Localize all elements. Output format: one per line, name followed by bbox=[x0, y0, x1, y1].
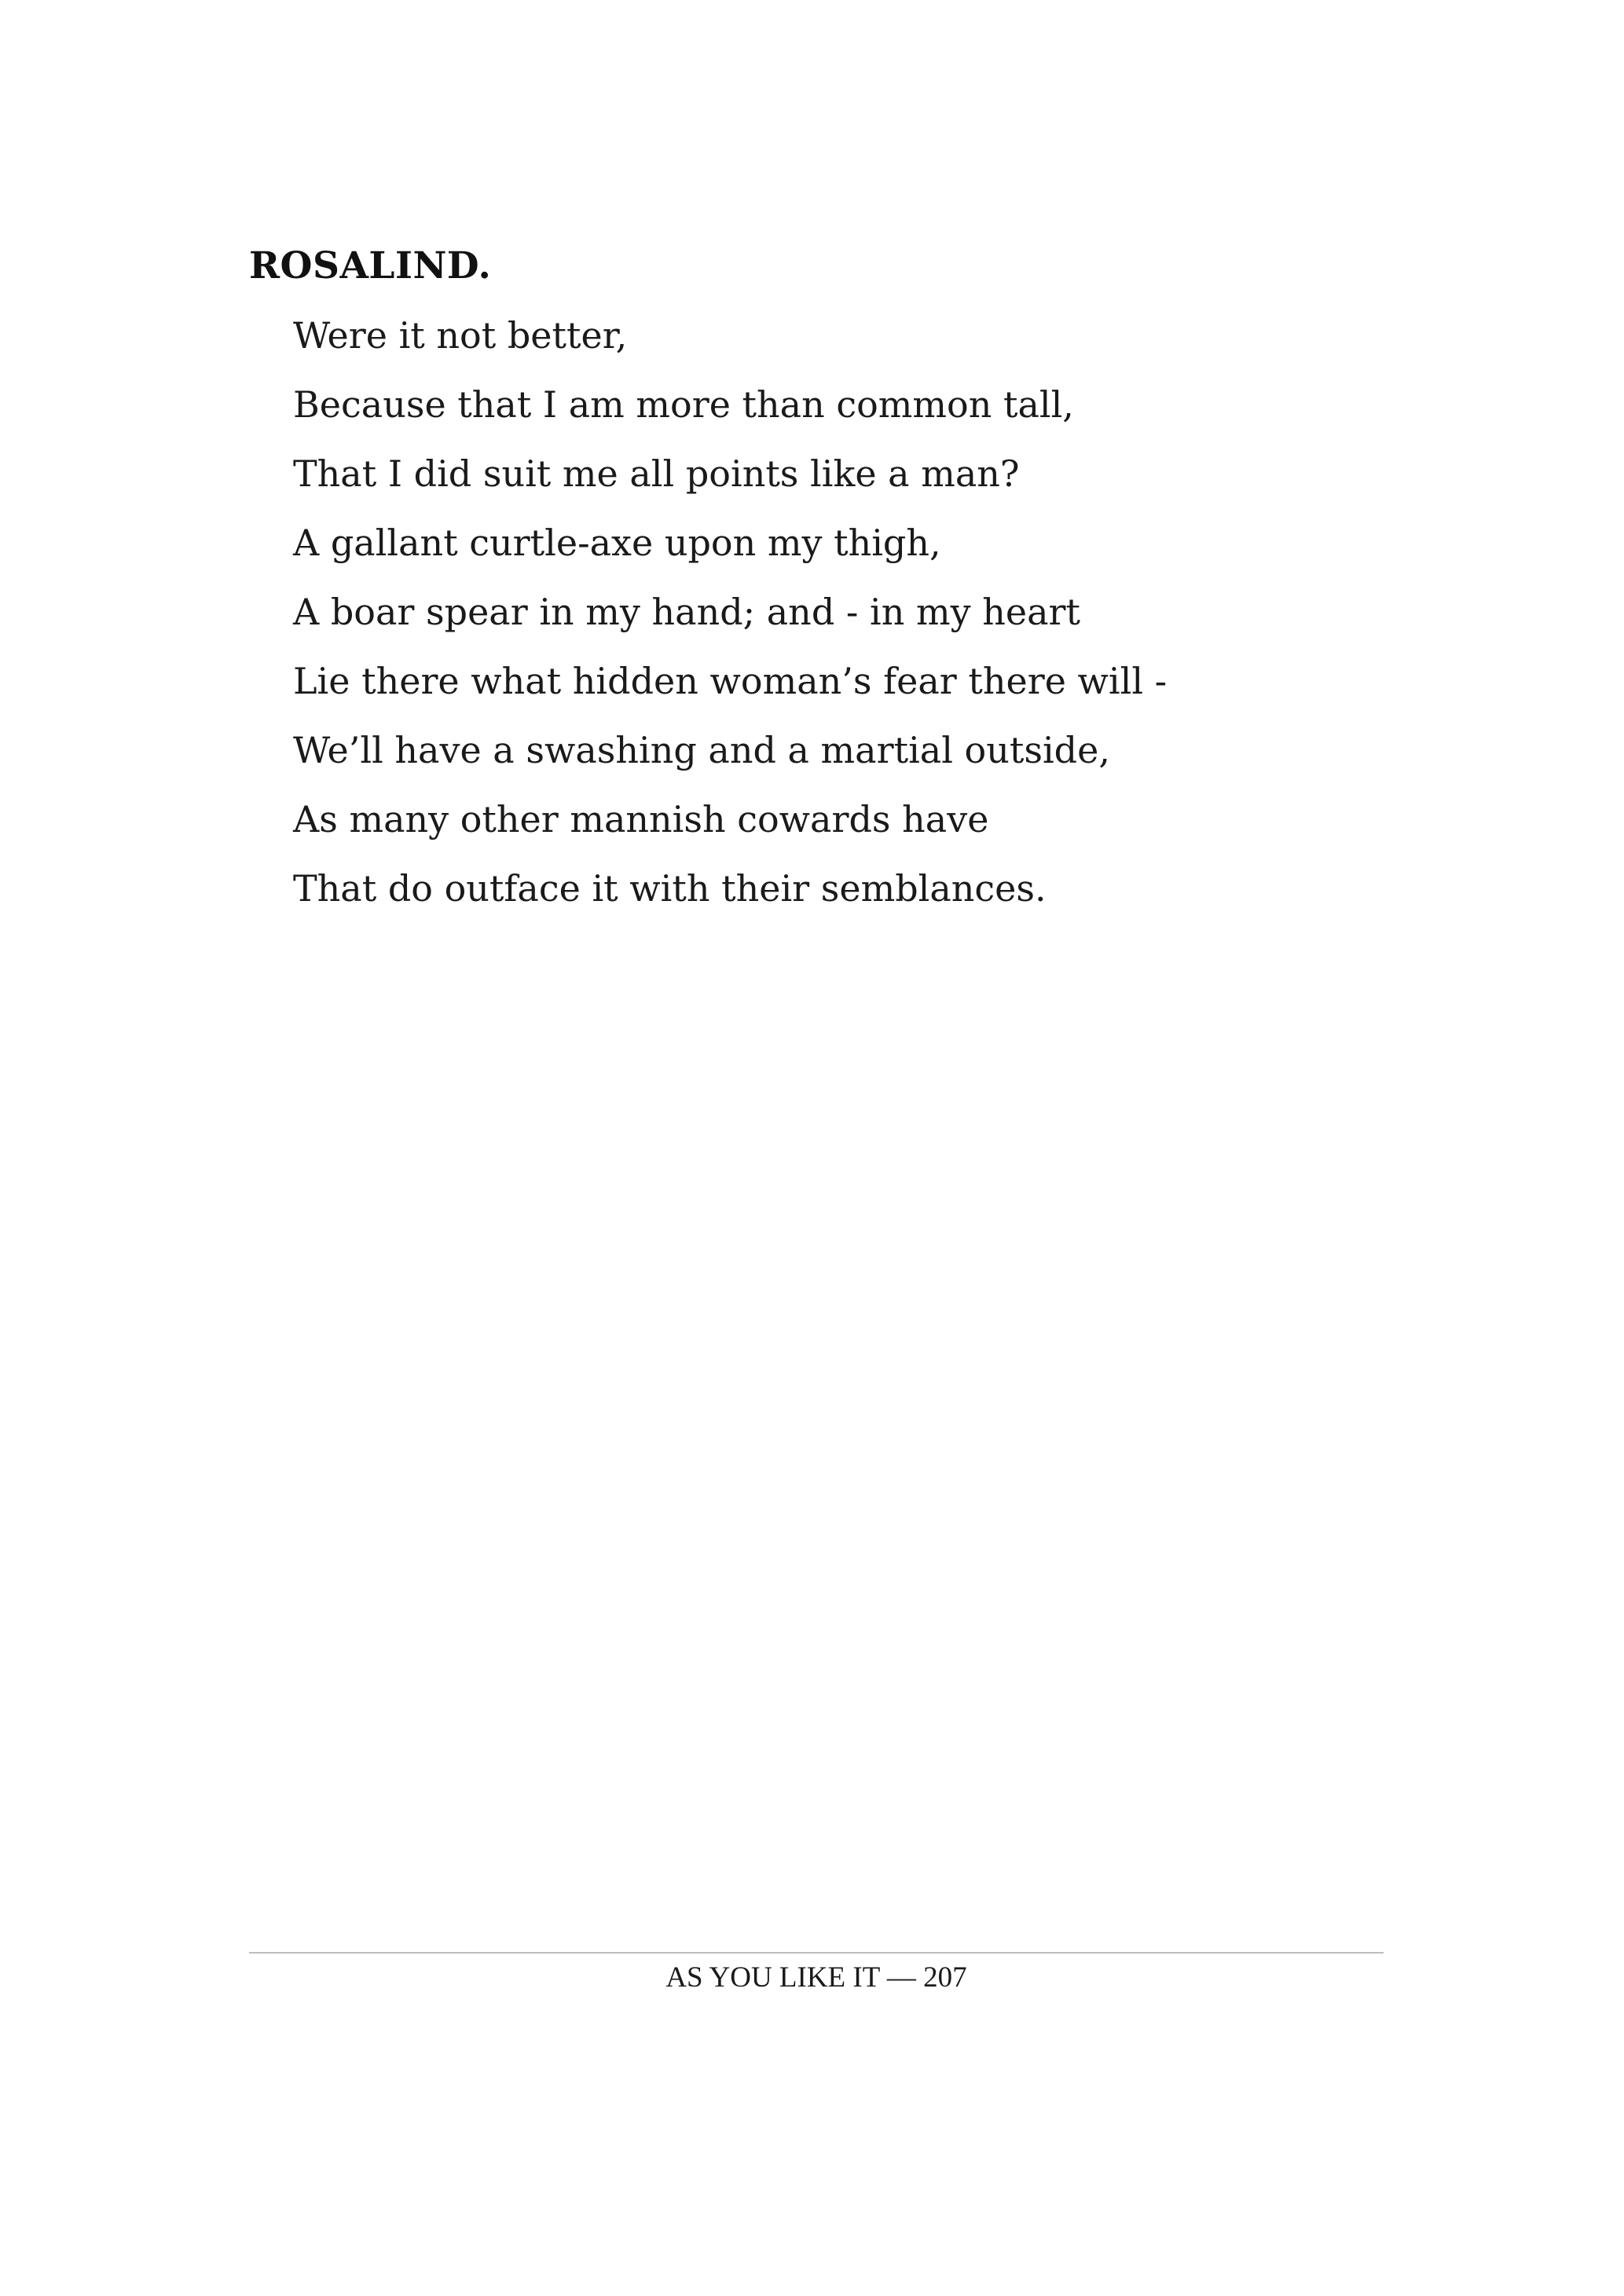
verse-block bbox=[293, 304, 1167, 926]
verse-line: As many other mannish cowards have bbox=[293, 798, 989, 840]
verse-line: Because that I am more than common tall, bbox=[293, 383, 1074, 426]
verse-line: That do outface it with their semblances. bbox=[293, 867, 1047, 910]
verse-line: That I did suit me all points like a man? bbox=[293, 452, 1020, 495]
footer-divider bbox=[249, 1952, 1384, 1954]
verse-line: A boar spear in my hand; and - in my heart bbox=[293, 591, 1080, 633]
speaker-name: ROSALIND. bbox=[249, 244, 492, 287]
running-footer: AS YOU LIKE IT — 207 bbox=[665, 1961, 967, 1994]
verse-line: We’ll have a swashing and a martial outside, bbox=[293, 729, 1110, 771]
verse-line: A gallant curtle-axe upon my thigh, bbox=[293, 522, 941, 564]
verse-line: Were it not better, bbox=[293, 314, 628, 357]
verse-line: Lie there what hidden woman’s fear there will - bbox=[293, 660, 1168, 702]
